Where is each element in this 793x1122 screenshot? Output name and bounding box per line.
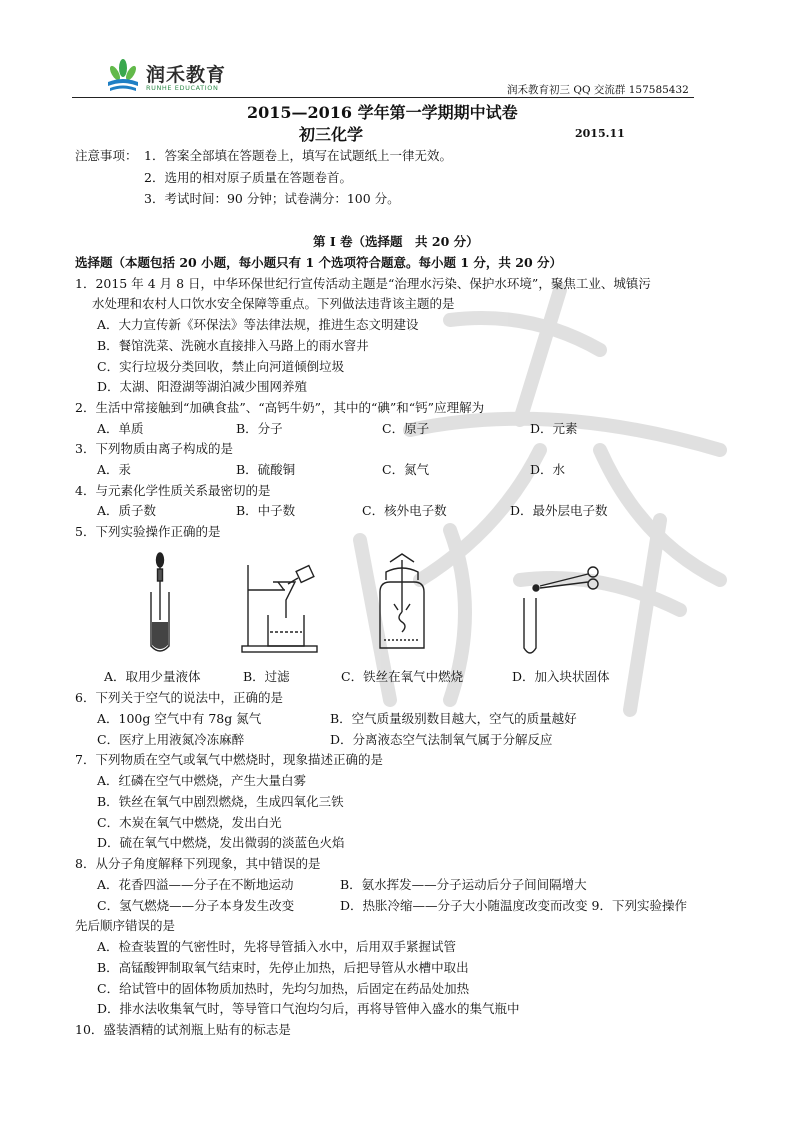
question-4-stem: 4．与元素化学性质关系最密切的是 <box>75 483 271 498</box>
q2-option-c: C．原子 <box>382 421 430 436</box>
note-item: 1．答案全部填在答题卷上，填写在试题纸上一律无效。 <box>144 148 452 163</box>
exam-date: 2015.11 <box>575 127 625 140</box>
q7-option-c: C．木炭在氧气中燃烧，发出白光 <box>97 815 282 830</box>
q6-option-d: D．分离液态空气法制氧气属于分解反应 <box>330 732 553 747</box>
q4-option-c: C．核外电子数 <box>362 503 447 518</box>
question-7-stem: 7．下列物质在空气或氧气中燃烧时，现象描述正确的是 <box>75 752 383 767</box>
q7-option-a: A．红磷在空气中燃烧，产生大量白雾 <box>97 773 307 788</box>
runhe-logo-icon <box>106 58 140 92</box>
dropper-figure <box>140 552 180 657</box>
filtration-figure <box>240 560 325 655</box>
q1-option-d: D．太湖、阳澄湖等湖泊减少围网养殖 <box>97 379 308 394</box>
section-instructions: 选择题（本题包括 20 小题，每小题只有 1 个选项符合题意。每小题 1 分，共 20 分） <box>75 255 563 270</box>
q7-option-d: D．硫在氧气中燃烧，发出微弱的淡蓝色火焰 <box>97 835 345 850</box>
q7-option-b: B．铁丝在氧气中剧烈燃烧，生成四氧化三铁 <box>97 794 344 809</box>
q6-option-c: C．医疗上用液氮冷冻麻醉 <box>97 732 245 747</box>
note-item: 3．考试时间：90 分钟；试卷满分：100 分。 <box>144 191 400 206</box>
q5-option-a: A．取用少量液体 <box>104 669 201 684</box>
q9-option-a: A．检查装置的气密性时，先将导管插入水中，后用双手紧握试管 <box>97 939 457 954</box>
q9-option-d: D．排水法收集氧气时，等导管口气泡均匀后，再将导管伸入盛水的集气瓶中 <box>97 1001 520 1016</box>
q6-option-a: A．100g 空气中有 78g 氮气 <box>97 711 262 726</box>
q1-option-b: B．餐馆洗菜、洗碗水直接排入马路上的雨水窨井 <box>97 338 369 353</box>
q9-option-c: C．给试管中的固体物质加热时，先均匀加热，后固定在药品处加热 <box>97 981 470 996</box>
section-title: 第 I 卷（选择题 共 20 分） <box>313 234 479 249</box>
notes-label: 注意事项： <box>75 148 138 163</box>
question-10-stem: 10．盛装酒精的试剂瓶上贴有的标志是 <box>75 1022 291 1037</box>
q3-option-c: C．氮气 <box>382 462 430 477</box>
question-3-stem: 3．下列物质由离子构成的是 <box>75 441 233 456</box>
question-2-stem: 2．生活中常接触到“加碘食盐”、“高钙牛奶”，其中的“碘”和“钙”应理解为 <box>75 400 485 415</box>
q2-option-a: A．单质 <box>97 421 144 436</box>
q3-option-d: D．水 <box>530 462 566 477</box>
q5-option-c: C．铁丝在氧气中燃烧 <box>341 669 464 684</box>
q4-option-b: B．中子数 <box>236 503 296 518</box>
q2-option-d: D．元素 <box>530 421 578 436</box>
q3-option-b: B．硫酸铜 <box>236 462 296 477</box>
brand-name-en: RUNHE EDUCATION <box>146 84 219 92</box>
exam-title: 2015—2016 学年第一学期期中试卷 <box>247 103 518 122</box>
question-9-stem-cont: 先后顺序错误的是 <box>75 918 176 933</box>
note-item: 2．选用的相对原子质量在答题卷首。 <box>144 170 352 185</box>
q6-option-b: B．空气质量级别数目越大，空气的质量越好 <box>330 711 577 726</box>
question-6-stem: 6．下列关于空气的说法中，正确的是 <box>75 690 283 705</box>
q1-option-a: A．大力宣传新《环保法》等法律法规，推进生态文明建设 <box>97 317 419 332</box>
solid-addition-figure <box>510 560 605 660</box>
q1-option-c: C．实行垃圾分类回收，禁止向河道倾倒垃圾 <box>97 359 345 374</box>
question-5-stem: 5．下列实验操作正确的是 <box>75 524 221 539</box>
q8-option-b: B．氨水挥发——分子运动后分子间间隔增大 <box>340 877 587 892</box>
q2-option-b: B．分子 <box>236 421 283 436</box>
q4-option-d: D．最外层电子数 <box>510 503 608 518</box>
q4-option-a: A．质子数 <box>97 503 157 518</box>
q8-option-a: A．花香四溢——分子在不断地运动 <box>97 877 294 892</box>
q9-option-b: B．高锰酸钾制取氧气结束时，先停止加热，后把导管从水槽中取出 <box>97 960 469 975</box>
q5-option-d: D．加入块状固体 <box>512 669 610 684</box>
q8-option-d: D．热胀冷缩——分子大小随温度改变而改变 9．下列实验操作 <box>340 898 687 913</box>
iron-combustion-figure <box>372 552 432 657</box>
q3-option-a: A．汞 <box>97 462 132 477</box>
contact-info: 润禾教育初三 QQ 交流群 157585432 <box>507 84 689 96</box>
header-divider <box>72 97 694 98</box>
q8-option-c: C．氢气燃烧——分子本身发生改变 <box>97 898 295 913</box>
q5-option-b: B．过滤 <box>243 669 290 684</box>
question-1-stem: 1．2015 年 4 月 8 日，中华环保世纪行宣传活动主题是“治理水污染、保护水环境”，聚焦工业、城镇污 <box>75 276 651 291</box>
question-1-stem-cont: 水处理和农村人口饮水安全保障等重点。下列做法违背该主题的是 <box>92 296 455 311</box>
question-8-stem: 8．从分子角度解释下列现象，其中错误的是 <box>75 856 321 871</box>
exam-subject: 初三化学 <box>299 125 364 144</box>
brand-name-cn: 润禾教育 <box>146 64 227 86</box>
